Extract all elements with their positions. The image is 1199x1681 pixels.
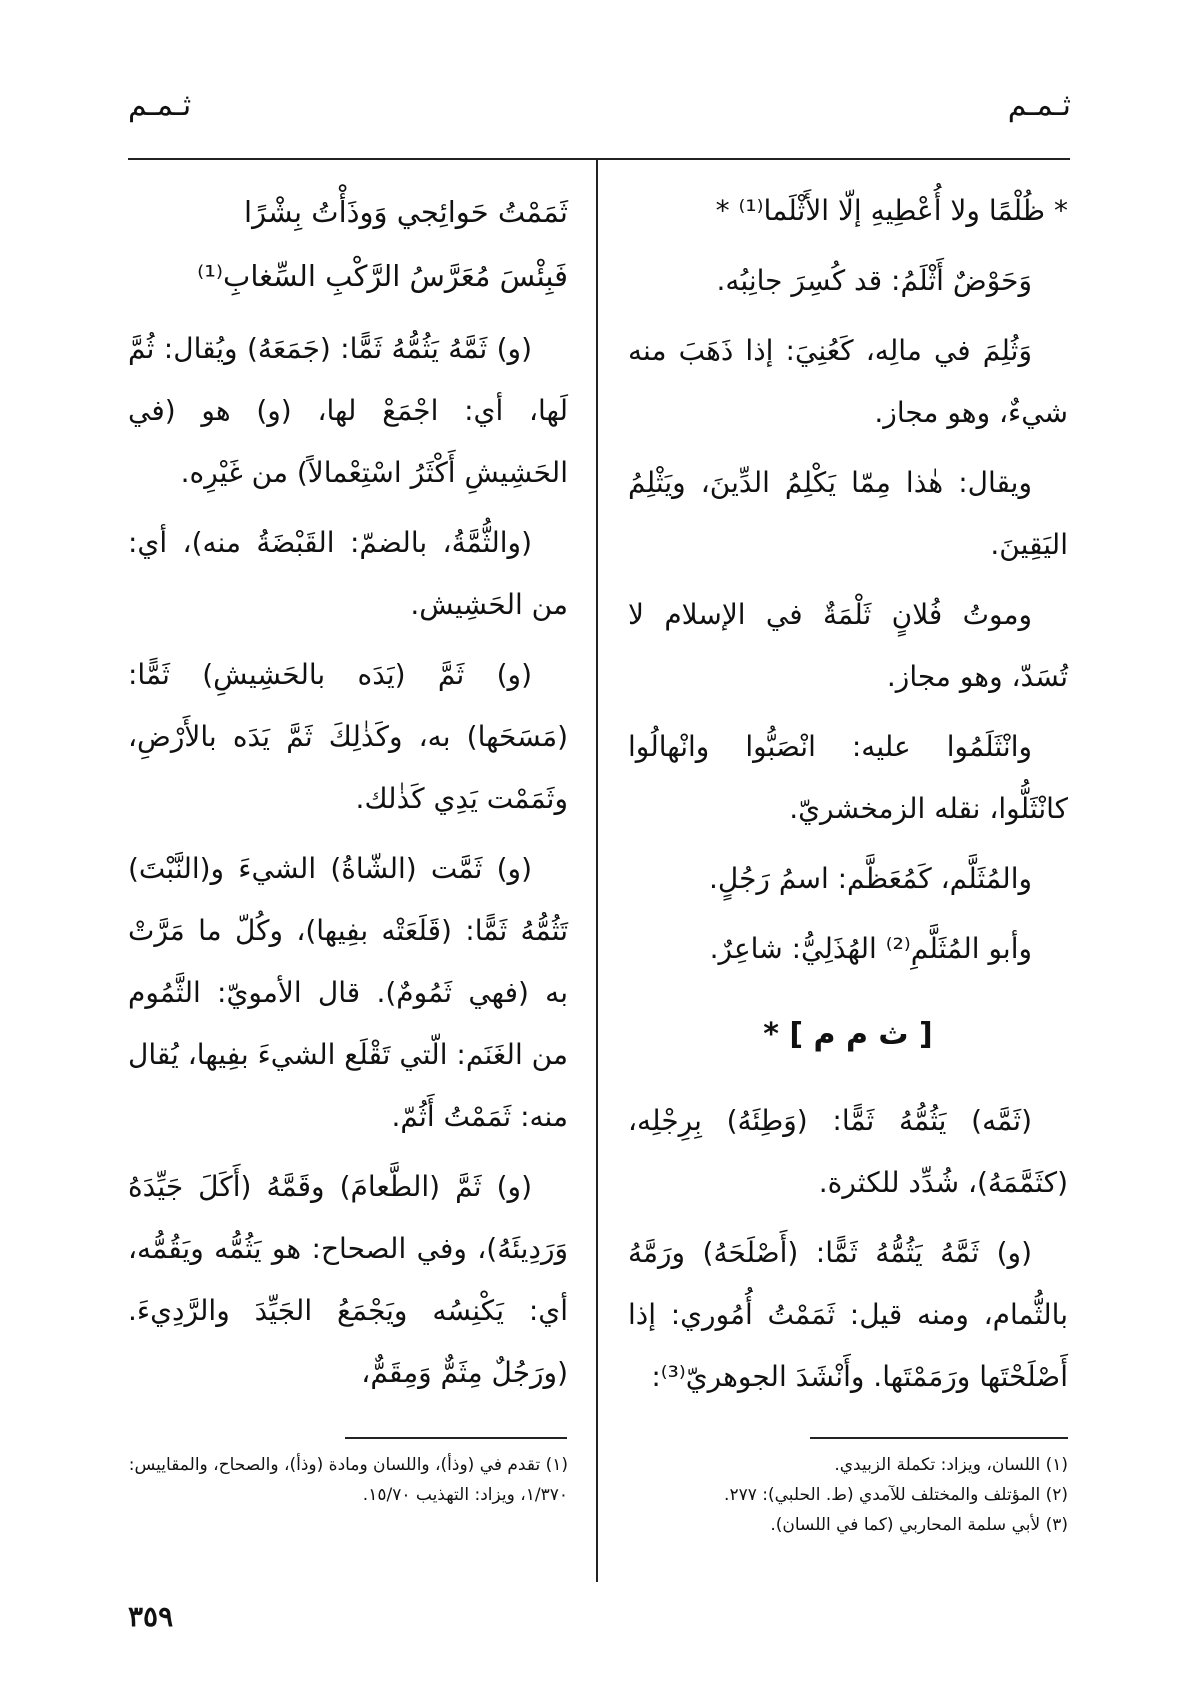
definition-paragraph: (و) ثَمَّ (يَدَه بالحَشِيشِ) ثَمًّا: (مَسَحَها) به، وكَذٰلِكَ ثَمَّ يَدَه بالأَرْضِ، وثَمَمْت يَدِي كَذٰلك. <box>128 658 568 815</box>
right-column <box>628 180 1068 1416</box>
footnote: (١) تقدم في (وذأ)، واللسان ومادة (وذأ)، والصحاح، والمقاييس: ١/٣٧٠، ويزاد: التهذيب ١٥/٧٠. <box>128 1455 568 1505</box>
verse-line: فَبِئْسَ مُعَرَّسُ الرَّكْبِ السِّغابِ⁽¹⁾ <box>197 259 568 293</box>
footnote: (١) اللسان، ويزاد: تكملة الزبيدي. <box>834 1455 1068 1475</box>
header-rule <box>128 158 1070 160</box>
footnotes-right <box>628 1450 1068 1540</box>
definition-paragraph: وانْثَلَمُوا عليه: انْصَبُّوا وانْهالُوا كانْثَلُّوا، نقله الزمخشريّ. <box>628 730 1068 825</box>
definition-paragraph: (و) ثَمَّت (الشّاةُ) الشيءَ و(النَّبْتَ) تَثُمُّهُ ثَمًّا: (قَلَعَتْه بفِيها)، وكُلّ ما مَرَّتْ به (فهي ثَمُومٌ). قال الأمويّ: الثَّمُوم من الغَنَم: الّتي تَقْلَع الشيءَ بفِيها، يُقال منه: ثَمَمْتُ أَثُمّ. <box>128 852 568 1133</box>
definition-paragraph: والمُثَلَّم، كَمُعَظَّم: اسمُ رَجُلٍ. <box>709 862 1032 895</box>
footnote: (٢) المؤتلف والمختلف للآمدي (ط. الحلبي): ٢٧٧. <box>724 1485 1068 1505</box>
verse-line: * ظُلْمًا ولا أُعْطِيهِ إلّا الأَثْلَما⁽¹⁾ * <box>715 194 1068 227</box>
definition-paragraph: وَثُلِمَ في مالِه، كَعُنِيَ: إذا ذَهَبَ منه شيءٌ، وهو مجاز. <box>628 334 1068 429</box>
definition-paragraph: وأبو المُثَلَّمِ⁽²⁾ الهُذَلِيُّ: شاعِرٌ. <box>709 932 1032 965</box>
footnote: (٣) لأبي سلمة المحاربي (كما في اللسان). <box>770 1515 1068 1535</box>
footnotes-left <box>128 1450 568 1510</box>
definition-paragraph: وَحَوْضٌ أَثْلَمُ: قد كُسِرَ جانِبُه. <box>716 264 1032 297</box>
footnote-rule-right <box>810 1437 1068 1439</box>
definition-paragraph: وموتُ فُلانٍ ثَلْمَةٌ في الإسلام لا تُسَدّ، وهو مجاز. <box>628 598 1068 693</box>
definition-paragraph: (والثُّمَّةُ، بالضمّ: القَبْضَةُ منه)، أي: من الحَشِيش. <box>128 526 568 621</box>
verse-line: ثَمَمْتُ حَوائِجي وَوذَأْتُ بِشْرًا <box>244 195 568 229</box>
definition-paragraph: (و) ثَمَّهُ يَثُمُّهُ ثَمًّا: (أَصْلَحَهُ) ورَمَّهُ بالثُّمام، ومنه قيل: ثَمَمْتُ أُمُوري: إذا أَصْلَحْتَها ورَمَمْتَها. وأَنْشَدَ الجوهريّ⁽³⁾: <box>628 1236 1068 1393</box>
definition-paragraph: (و) ثَمَّ (الطَّعامَ) وقَمَّهُ (أَكَلَ جَيِّدَهُ وَرَدِيئَهُ)، وفي الصحاح: هو يَثُمُّه ويَقُمُّه، أي: يَكْنِسُه ويَجْمَعُ الجَيِّدَ والرَّدِيءَ. (ورَجُلٌ مِثَمٌّ وَمِقَمٌّ، <box>128 1170 568 1389</box>
column-divider <box>596 158 598 1582</box>
left-column <box>128 180 568 1412</box>
page-number: ٣٥٩ <box>128 1600 174 1633</box>
entry-heading: [ ث م م ] * <box>763 1017 933 1052</box>
footnote-rule-left <box>345 1437 567 1439</box>
definition-paragraph: (و) ثَمَّهُ يَثُمُّهُ ثَمًّا: (جَمَعَهُ) ويُقال: ثُمَّ لَها، أي: اجْمَعْ لها، (و) هو (في الحَشِيشِ أَكْثَرُ اسْتِعْمالاً) من غَيْرِه. <box>128 332 568 489</box>
running-header-right: ثـمـم <box>1007 88 1071 123</box>
definition-paragraph: ويقال: هٰذا مِمّا يَكْلِمُ الدِّينَ، ويَثْلِمُ اليَقِينَ. <box>628 466 1068 561</box>
running-header-left: ثـمـم <box>128 88 192 123</box>
definition-paragraph: (ثَمَّه) يَثُمُّهُ ثَمًّا: (وَطِئَهُ) بِرِجْلِه، (كثَمَّمَهُ)، شُدِّد للكثرة. <box>628 1104 1068 1199</box>
